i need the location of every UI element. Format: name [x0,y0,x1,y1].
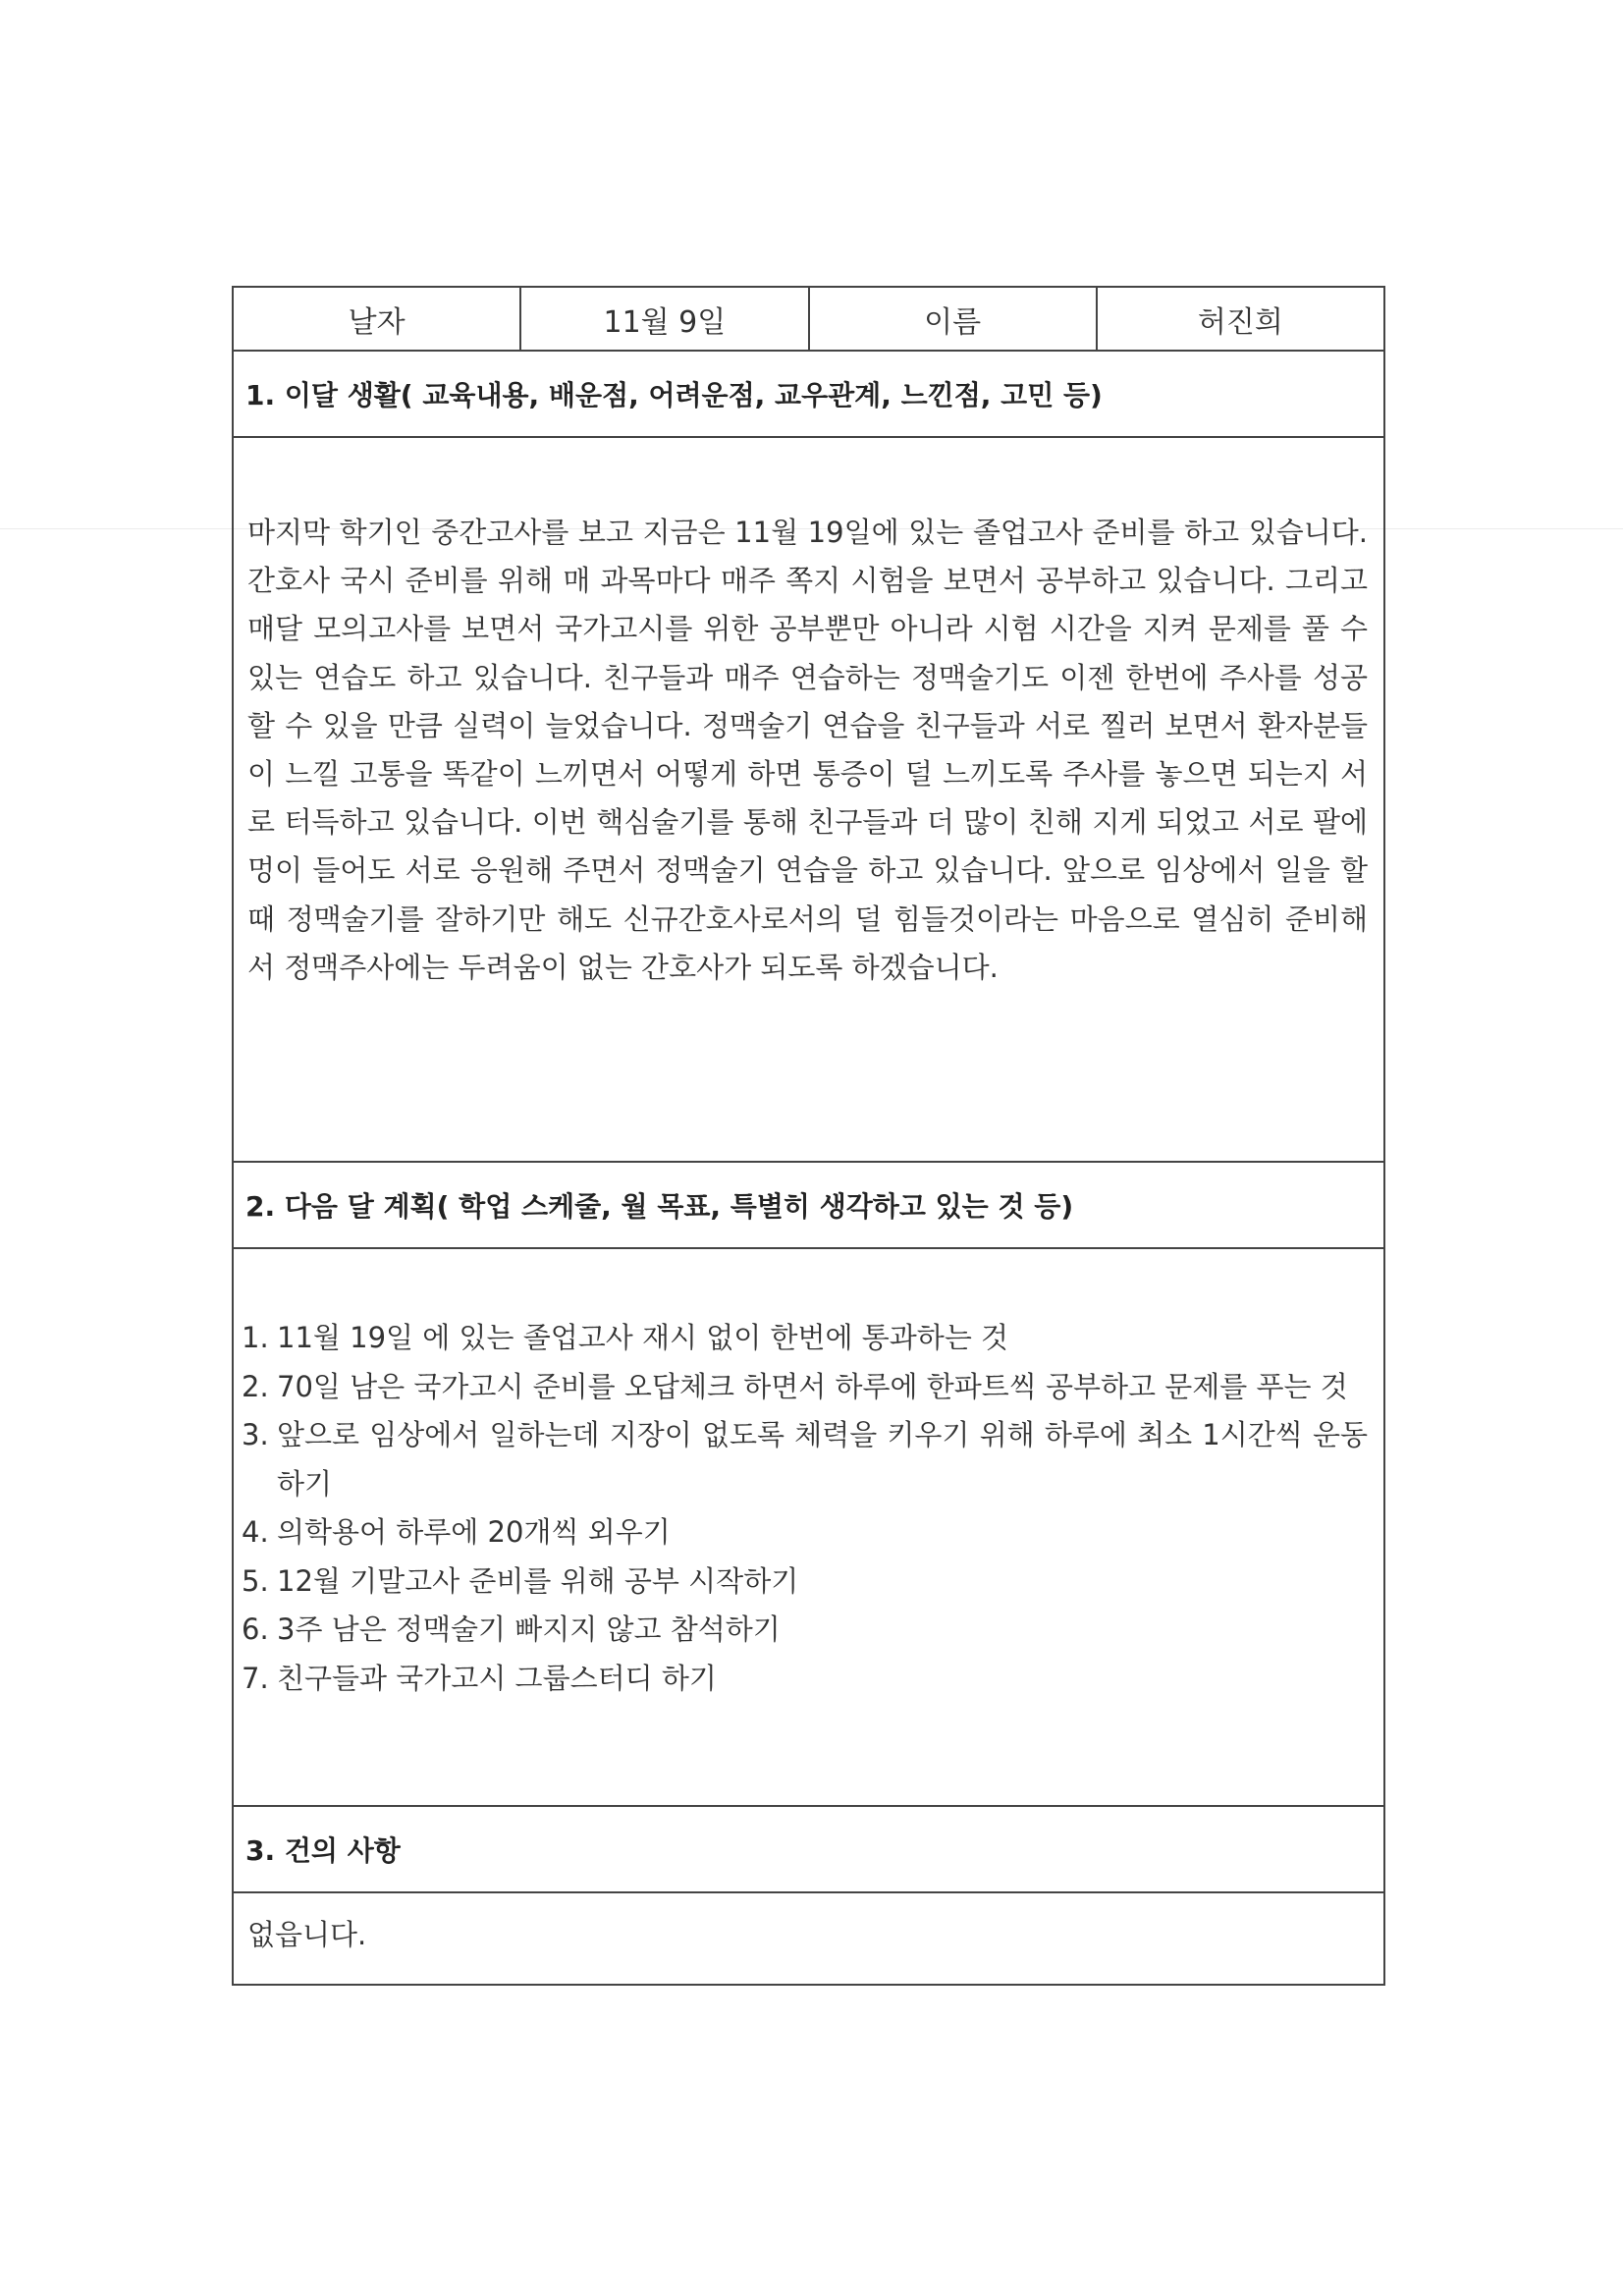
section3-text: 없읍니다. [247,1918,367,1951]
section1-title: 1. 이달 생활( 교육내용, 배운점, 어려운점, 교우관계, 느낀점, 고민 등) [234,352,1383,438]
plan-item-number: 5. [242,1563,269,1598]
name-label: 이름 [810,288,1098,350]
section2-title: 2. 다음 달 계획( 학업 스케줄, 월 목표, 특별히 생각하고 있는 것 등) [234,1163,1383,1249]
monthly-report-form [232,286,1385,1986]
plan-item [242,1606,1368,1655]
section3-title: 3. 건의 사항 [234,1807,1383,1893]
plan-item-number: 1. [242,1321,269,1354]
plan-item-text: 12월 기말고사 준비를 위해 공부 시작하기 [277,1563,799,1598]
header-row [234,288,1383,352]
plan-item [242,1411,1368,1508]
plan-item-number: 4. [242,1515,269,1549]
plan-list [242,1314,1368,1703]
plan-item-text: 앞으로 임상에서 일하는데 지장이 없도록 체력을 키우기 위해 하루에 최소 1시간씩 운동 하기 [277,1418,1368,1501]
name-value: 허진희 [1197,304,1283,340]
plan-item [242,1655,1368,1704]
plan-item-text: 친구들과 국가고시 그룹스터디 하기 [277,1661,717,1695]
plan-item [242,1363,1368,1412]
plan-item-text: 의학용어 하루에 20개씩 외우기 [277,1515,671,1549]
section1-paragraph: 마지막 학기인 중간고사를 보고 지금은 11월 19일에 있는 졸업고사 준비를 하고 있습니다. 간호사 국시 준비를 위해 매 과목마다 매주 쪽지 시험을 보면서 공부하고 있습니다. 그리고 매달 모의고사를 보면서 국가고시를 위한 공부뿐만 아니라 시험 시간을 지켜 문제를 풀 수 있는 연습도 하고 있습니다. 친구들과 매주 연습하는 정맥술기도 이젠 한번에 주사를 성공할 수 있을 만큼 실력이 늘었습니다. 정맥술기 연습을 친구들과 서로 찔러 보면서 환자분들이 느낄 고통을 똑같이 느끼면서 어떻게 하면 통증이 덜 느끼도록 주사를 놓으면 되는지 서로 터득하고 있습니다. 이번 핵심술기를 통해 친구들과 더 많이 친해 지게 되었고 서로 팔에 멍이 들어도 서로 응원해 주면서 정맥술기 연습을 하고 있습니다. 앞으로 임상에서 일을 할 때 정맥술기를 잘하기만 해도 신규간호사로서의 덜 힘들것이라는 마음으로 열심히 준비해서 정맥주사에는 두려움이 없는 간호사가 되도록 하겠습니다. [247,516,1368,984]
plan-item-text: 11월 19일 에 있는 졸업고사 재시 없이 한번에 통과하는 것 [277,1321,1009,1354]
plan-item-number: 7. [242,1661,269,1695]
plan-item-number: 3. [242,1418,269,1451]
plan-item-number: 6. [242,1613,269,1646]
plan-item-text: 3주 남은 정맥술기 빠지지 않고 참석하기 [277,1613,781,1646]
section2-body [234,1249,1383,1807]
plan-item [242,1314,1368,1363]
date-label: 날자 [234,288,521,350]
plan-item [242,1558,1368,1607]
section3-body [234,1893,1383,1984]
plan-item-text: 70일 남은 국가고시 준비를 오답체크 하면서 하루에 한파트씩 공부하고 문제를 푸는 것 [277,1369,1348,1403]
section1-body [234,438,1383,1163]
plan-item [242,1508,1368,1558]
plan-item-number: 2. [242,1369,269,1403]
date-value: 11월 9일 [521,288,809,350]
